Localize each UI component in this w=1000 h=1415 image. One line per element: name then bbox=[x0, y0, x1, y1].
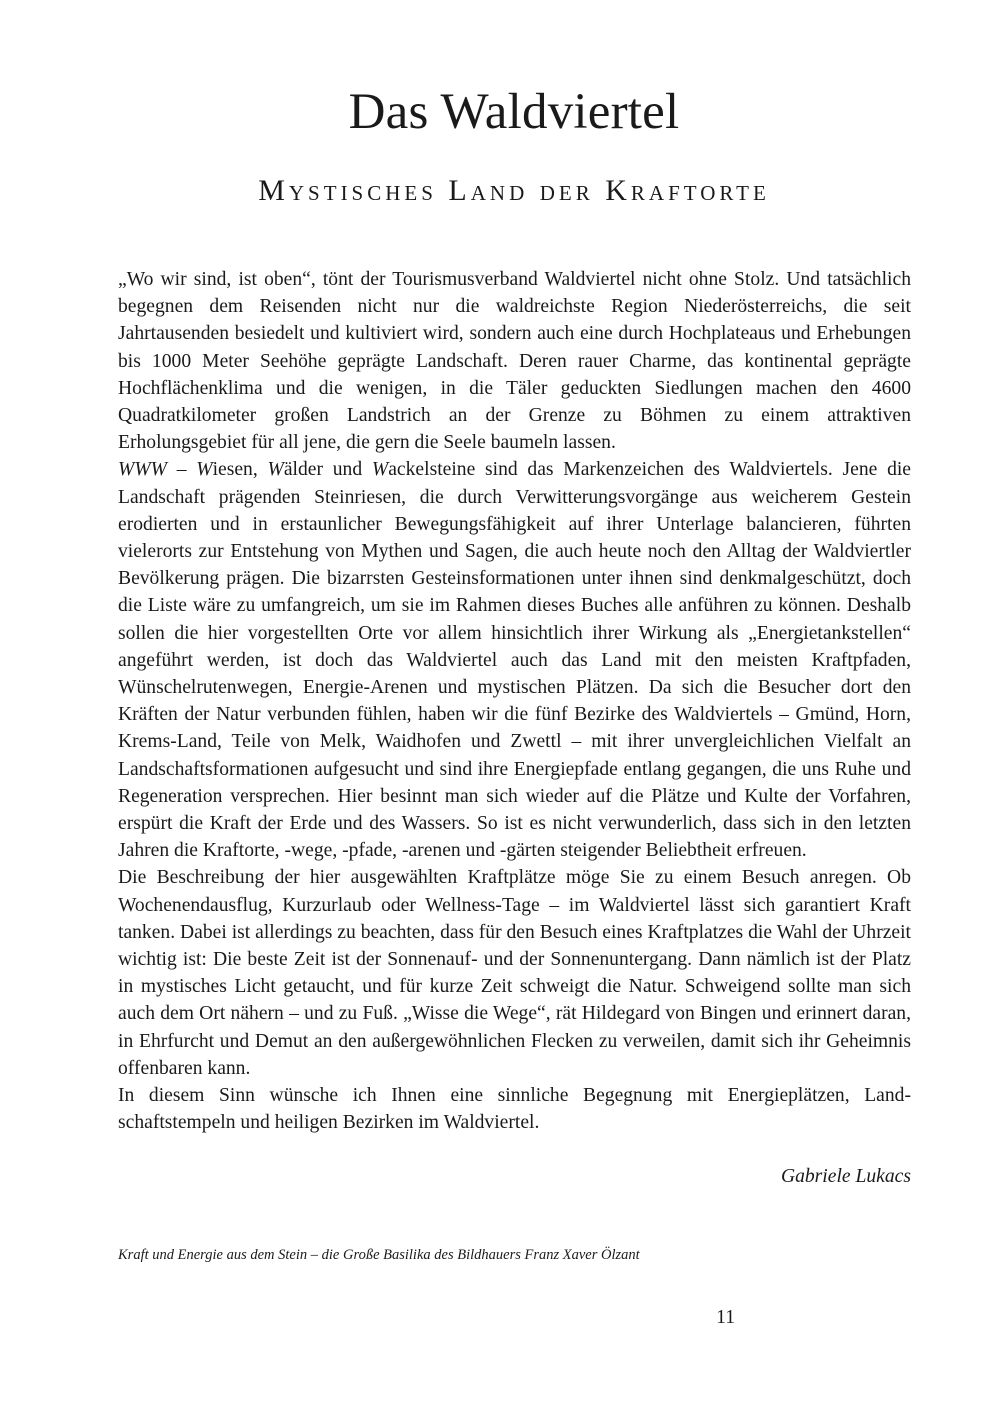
body-text bbox=[118, 266, 911, 1137]
www-lead-in: WWW – W bbox=[118, 459, 213, 481]
paragraph-intro: „Wo wir sind, ist oben“, tönt der Tourismusverband Waldviertel nicht ohne Stolz. Und tatsächlich begegnen dem Reisenden nicht nur die waldreichste Region Niederösterreichs, die seit Jahrtausenden besiedelt und kultiviert wird, sondern auch eine durch Hochplateaus und Erhebungen bis 1000 Meter Seehöhe geprägte Landschaft. Deren rauer Charme, das kontinental geprägte Hochflächenklima und die wenigen, in die Täler geduckten Siedlungen machen den 4600 Quadratkilometer großen Landstrich an der Grenze zu Böhmen zu einem attraktiven Erholungsgebiet für all jene, die gern die Seele baumeln lassen. bbox=[118, 269, 911, 454]
image-caption: Kraft und Energie aus dem Stein – die Große Basilika des Bildhauers Franz Xaver Ölzant bbox=[118, 1247, 640, 1263]
www-text-a: iesen, bbox=[212, 459, 268, 481]
www-text-rest: ackelsteine sind das Markenzeichen des Waldviertels. Jene die Landschaft prägenden Steinriesen, die durch Verwitterungsvorgänge aus weicherem Gestein erodierten und in erstaunlicher Bewegungsfähigkeit auf ihrer Unterlage balancieren, führten vielerorts zur Entstehung von Mythen und Sagen, die auch heute noch den Alltag der Waldviertler Bevölkerung prägen. Die bizarrsten Gesteinsformationen unter ihnen sind denkmalgeschützt, doch die Liste wäre zu umfangreich, um sie im Rahmen dieses Buches alle anführen zu können. Deshalb sollen die hier vorgestellten Orte vor allem hinsichtlich ihrer Wirkung als „Energietankstellen“ angeführt werden, ist doch das Waldviertel auch das Land mit den meisten Kraftpfaden, Wünschelrutenwegen, Energie-Arenen und mystischen Plätzen. Da sich die Besucher dort den Kräften der Natur verbunden fühlen, haben wir die fünf Bezirke des Waldviertels – Gmünd, Horn, Krems-Land, Teile von Melk, Waidhofen und Zwettl – mit ihrer unvergleichlichen Vielfalt an Landschaftsformationen aufgesucht und sind ihre Energiepfade entlang gegangen, die uns Ruhe und Regeneration versprechen. Hier besinnt man sich wieder auf die Plätze und Kulte der Vorfahren, erspürt die Kraft der Erde und des Wassers. So ist es nicht verwunderlich, dass sich in den letzten Jahren die Kraftorte, -wege, -pfade, -arenen und -gärten steigender Beliebtheit erfreuen. bbox=[118, 459, 912, 862]
www-lead-w3: W bbox=[371, 459, 389, 481]
www-text-c: älder und bbox=[283, 459, 372, 481]
www-lead-w2: W bbox=[267, 459, 284, 481]
paragraph-www bbox=[118, 456, 911, 864]
paragraph-closing: In diesem Sinn wünsche ich Ihnen eine sinnliche Begegnung mit Energieplätzen, Landschaftstempeln und heiligen Bezirken im Waldviertel. bbox=[118, 1085, 911, 1134]
page-number: 11 bbox=[716, 1307, 735, 1328]
page-title: Das Waldviertel bbox=[348, 84, 680, 140]
paragraph-visit: Die Beschreibung der hier ausgewählten Kraftplätze möge Sie zu einem Besuch anregen. Ob Wochenendausflug, Kurzurlaub oder Wellness-Tage – im Waldviertel lässt sich garantiert Kraft tanken. Dabei ist allerdings zu beachten, dass für den Besuch eines Kraftplatzes die Wahl der Uhrzeit wichtig ist: Die beste Zeit ist der Sonnenauf- und der Sonnenuntergang. Dann nämlich ist der Platz in mystisches Licht getaucht, und für kurze Zeit schweigt die Natur. Schweigend sollte man sich auch dem Ort nähern – und zu Fuß. „Wisse die Wege“, rät Hildegard von Bingen und erinnert daran, in Ehrfurcht und Demut an den außergewöhnlichen Flecken zu verweilen, damit sich ihr Geheimnis offenbaren kann. bbox=[118, 867, 911, 1079]
author-signature: Gabriele Lukacs bbox=[780, 1166, 911, 1187]
page-subtitle: Mystisches Land der Kraftorte bbox=[258, 174, 770, 207]
